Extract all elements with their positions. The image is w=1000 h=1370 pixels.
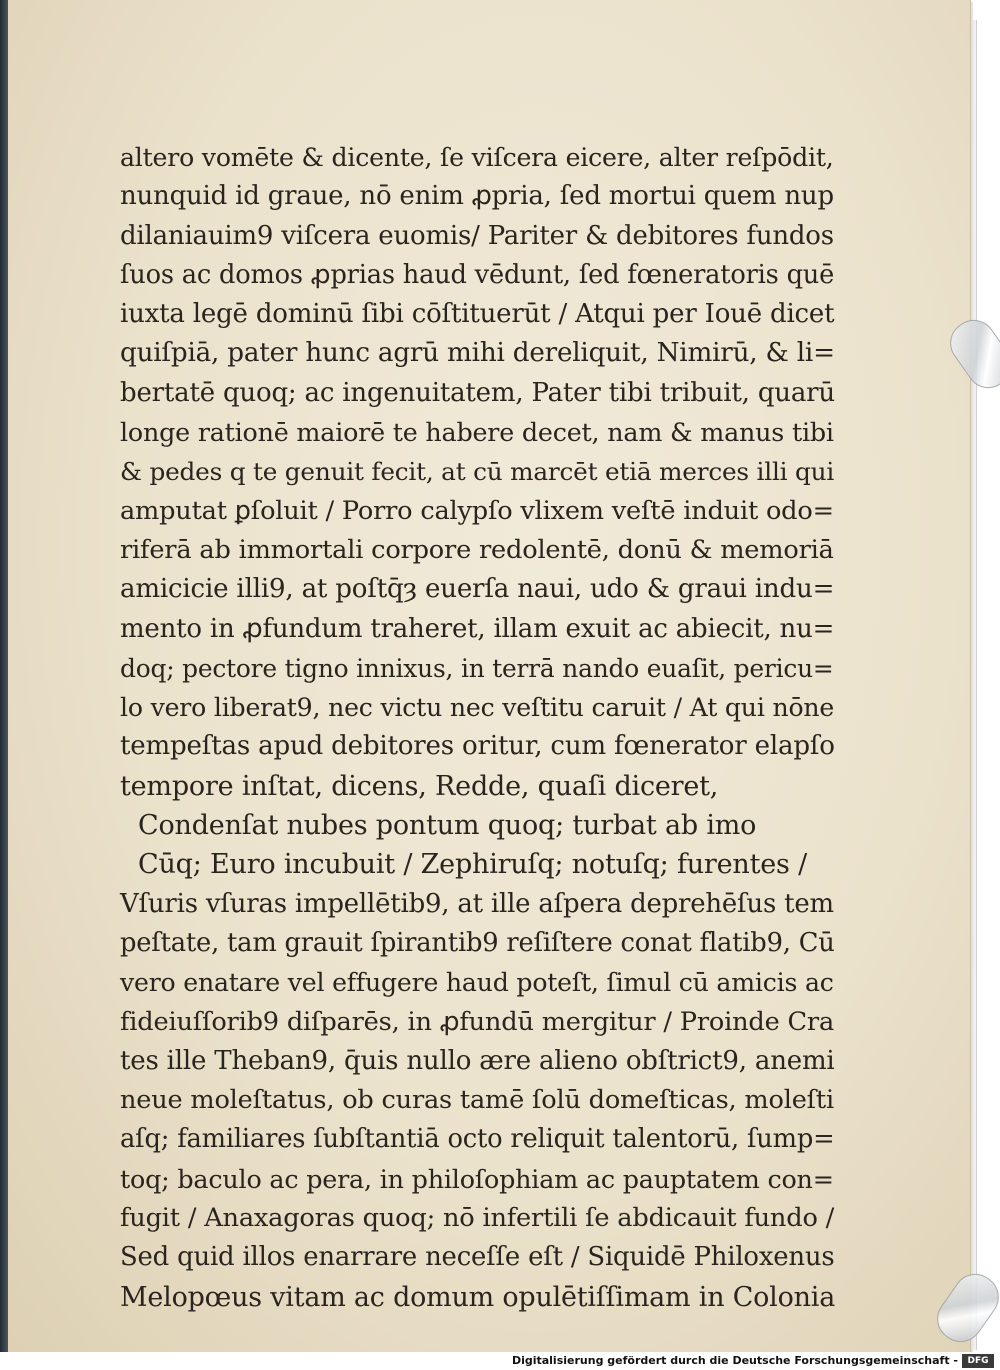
text-line: neue moleſtatus, ob curas tamē ſolū domeſticas, moleſti: [120, 1085, 834, 1116]
text-line: amicicie illi9, at poſtq̄ȝ euerſa naui, udo & graui indu=: [120, 574, 835, 605]
text-line: amputat ꝑſoluit / Porro calypſo vlixem veſtē induit odo=: [120, 495, 834, 526]
text-line: toq; baculo ac pera, in philoſophiam ac pauptatem con=: [120, 1163, 834, 1194]
digitization-credit: Digitalisierung gefördert durch die Deutsche Forschungsgemeinschaft -: [511, 1354, 958, 1367]
verse-line: Condenſat nubes pontum quoq; turbat ab imo: [138, 810, 757, 842]
text-line: Melopœus vitam ac domum opulētiſſimam in Colonia: [120, 1281, 836, 1313]
text-line: mento in ꝓfundum traheret, illam exuit ac abiecit, nu=: [120, 613, 835, 644]
text-block: [120, 138, 835, 1317]
text-line: & pedes q te genuit fecit, at cū marcēt etiā merces illi qui: [120, 457, 835, 487]
text-line: peſtate, tam grauit ſpirantib9 reſiſtere conat flatib9, Cū: [120, 927, 835, 958]
dfg-logo: DFG: [962, 1354, 994, 1368]
text-line: fideiuſſorib9 diſparēs, in ꝓfundū mergitur / Proinde Cra: [120, 1006, 835, 1037]
text-line: longe rationē maiorē te habere decet, nam & manus tibi: [120, 417, 834, 448]
text-line: dilaniauim9 viſcera euomis/ Pariter & debitores fundos: [120, 220, 834, 251]
text-line: doq; pectore tigno innixus, in terrā nando euaſit, pericu=: [120, 653, 834, 683]
verse-line: Cūq; Euro incubuit / Zephiruſq; notuſq; furentes /: [138, 849, 807, 881]
text-line: tes ille Theban9, q̄uis nullo ære alieno obſtrict9, anemi: [120, 1045, 835, 1076]
text-line: bertatē quoq; ac ingenuitatem, Pater tibi tribuit, quarū: [120, 377, 835, 408]
text-line: iuxta legē dominū ſibi cōſtituerūt / Atqui per Iouē dicet: [120, 299, 835, 330]
text-line: nunquid id graue, nō enim ꝓpria, ſed mortui quem nup: [120, 181, 834, 212]
footer-bar: [0, 1352, 1000, 1370]
text-line: tempeſtas apud debitores oritur, cum fœnerator elapſo: [120, 731, 835, 762]
text-line: lo vero liberat9, nec victu nec veſtitu caruit / At qui nōne: [120, 693, 835, 723]
text-line: quiſpiā, pater hunc agrū mihi dereliquit, Nimirū, & li=: [120, 338, 835, 369]
text-line: altero vomēte & dicente, ſe viſcera eicere, alter reſpōdit,: [120, 143, 834, 172]
text-line: Vſuris vſuras impellētib9, at ille aſpera deprehēſus tem: [120, 888, 834, 919]
text-line: fugit / Anaxagoras quoq; nō infertili ſe abdicauit fundo /: [120, 1203, 835, 1234]
text-line: tempore inſtat, dicens, Redde, quaſi diceret,: [120, 770, 719, 802]
text-line: aſq; familiares ſubſtantiā octo reliquit talentorū, ſump=: [120, 1124, 835, 1155]
text-line: riferā ab immortali corpore redolentē, donū & memoriā: [120, 534, 834, 565]
text-line: vero enatare vel effugere haud poteſt, ſimul cū amicis ac: [120, 968, 834, 998]
text-line: Sed quid illos enarrare neceſſe eſt / Siquidē Philoxenus: [120, 1242, 835, 1273]
text-line: ſuos ac domos ꝓprias haud vēdunt, ſed fœneratoris quē: [120, 259, 835, 290]
